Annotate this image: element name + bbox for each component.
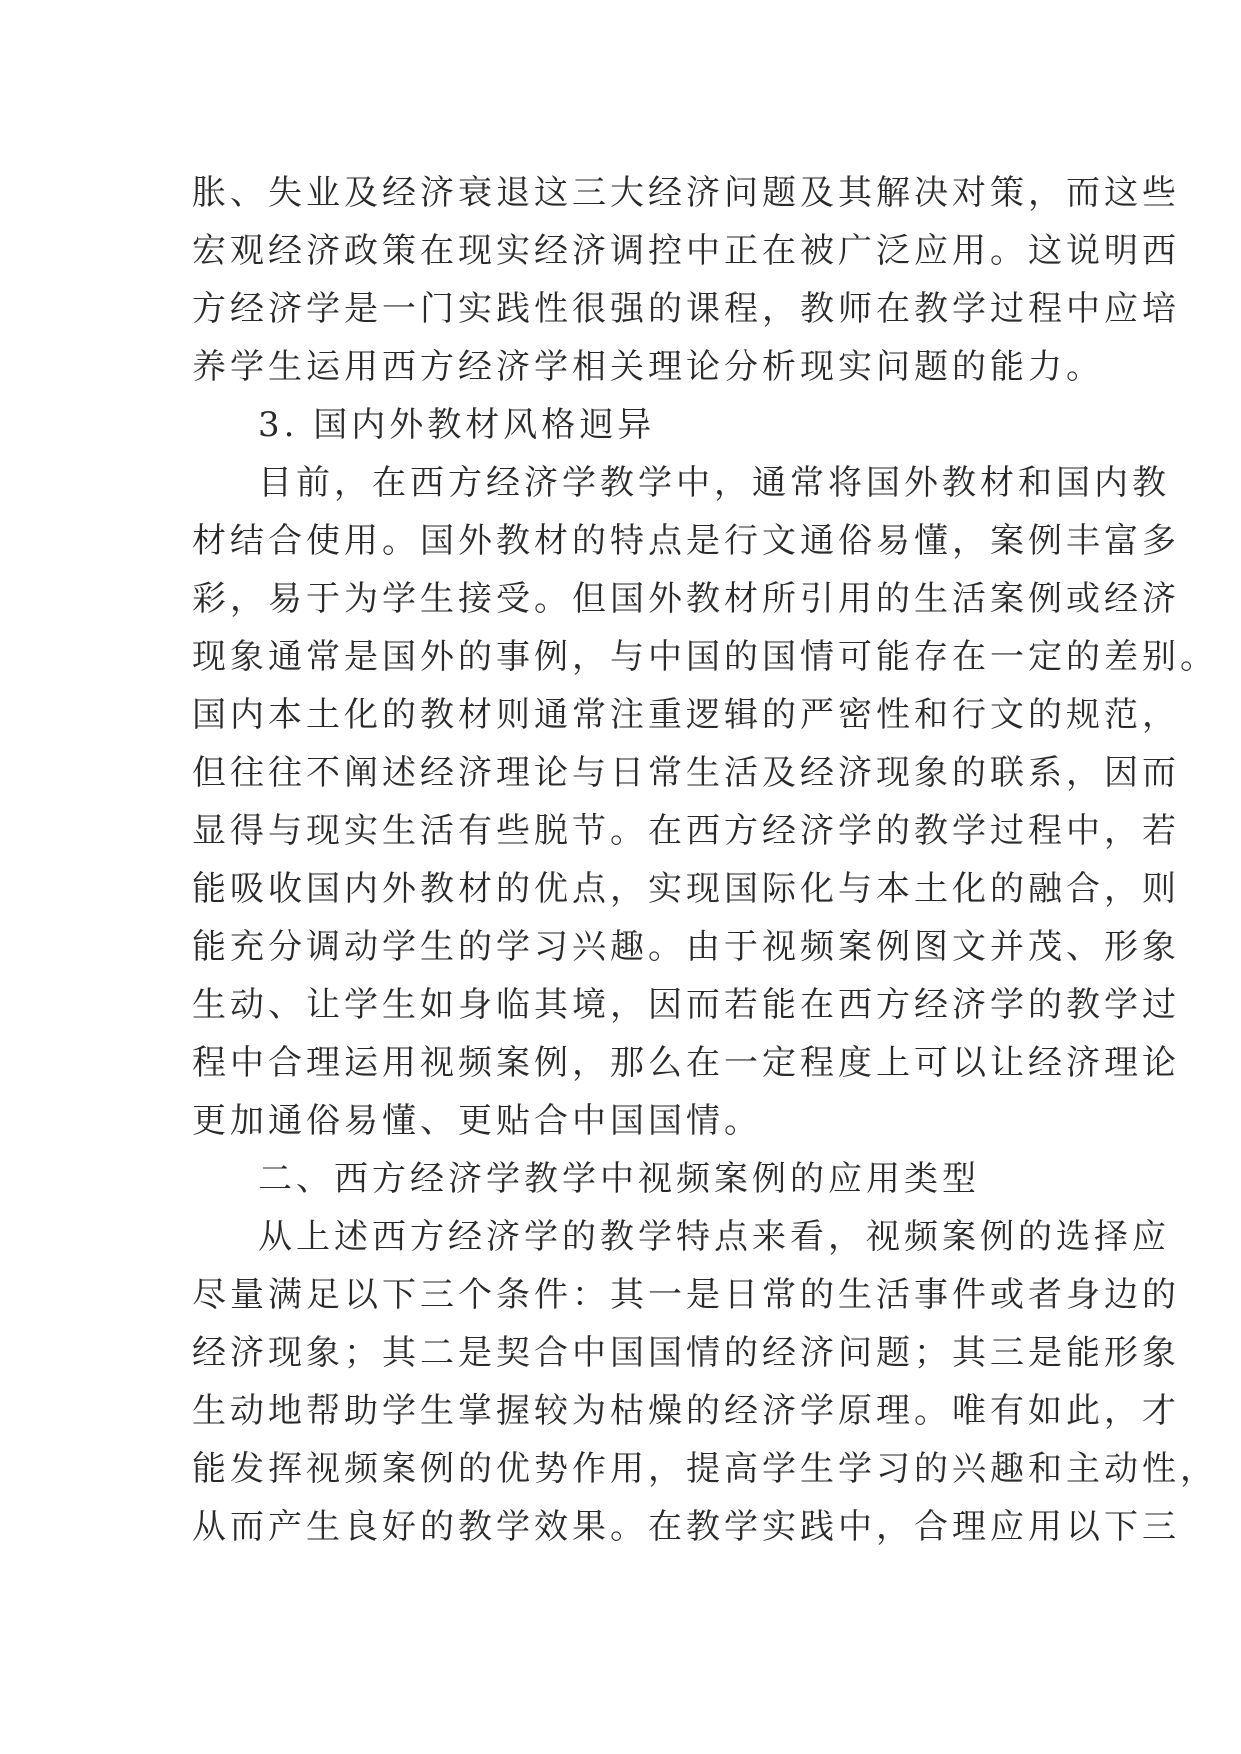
text-line: 经济现象；其二是契合中国国情的经济问题；其三是能形象 bbox=[192, 1333, 1180, 1373]
text-line: 胀、失业及经济衰退这三大经济问题及其解决对策，而这些 bbox=[192, 173, 1180, 213]
text-line: 能吸收国内外教材的优点，实现国际化与本土化的融合，则 bbox=[192, 869, 1180, 909]
text-line: 但往往不阐述经济理论与日常生活及经济现象的联系，因而 bbox=[192, 753, 1180, 793]
text-line: 养学生运用西方经济学相关理论分析现实问题的能力。 bbox=[192, 347, 1104, 387]
section-heading-3: 3. 国内外教材风格迥异 bbox=[258, 405, 656, 445]
text-line: 能发挥视频案例的优势作用，提高学生学习的兴趣和主动性， bbox=[192, 1449, 1218, 1489]
text-line: 国内本土化的教材则通常注重逻辑的严密性和行文的规范， bbox=[192, 695, 1180, 735]
text-line: 彩，易于为学生接受。但国外教材所引用的生活案例或经济 bbox=[192, 579, 1180, 619]
text-line: 显得与现实生活有些脱节。在西方经济学的教学过程中，若 bbox=[192, 811, 1180, 851]
text-line: 生动、让学生如身临其境，因而若能在西方经济学的教学过 bbox=[192, 985, 1180, 1025]
section-heading-2: 二、西方经济学教学中视频案例的应用类型 bbox=[258, 1159, 980, 1199]
text-line: 材结合使用。国外教材的特点是行文通俗易懂，案例丰富多 bbox=[192, 521, 1180, 561]
text-line: 方经济学是一门实践性很强的课程，教师在教学过程中应培 bbox=[192, 289, 1180, 329]
text-line: 尽量满足以下三个条件：其一是日常的生活事件或者身边的 bbox=[192, 1275, 1180, 1315]
text-line: 生动地帮助学生掌握较为枯燥的经济学原理。唯有如此，才 bbox=[192, 1391, 1180, 1431]
text-line: 从上述西方经济学的教学特点来看，视频案例的选择应 bbox=[258, 1217, 1170, 1257]
body-text bbox=[192, 164, 1218, 1556]
text-line: 从而产生良好的教学效果。在教学实践中，合理应用以下三 bbox=[192, 1507, 1180, 1547]
text-line: 现象通常是国外的事例，与中国的国情可能存在一定的差别。 bbox=[192, 637, 1218, 677]
text-line: 目前，在西方经济学教学中，通常将国外教材和国内教 bbox=[258, 463, 1170, 503]
text-line: 程中合理运用视频案例，那么在一定程度上可以让经济理论 bbox=[192, 1043, 1180, 1083]
text-line: 更加通俗易懂、更贴合中国国情。 bbox=[192, 1101, 762, 1141]
text-line: 能充分调动学生的学习兴趣。由于视频案例图文并茂、形象 bbox=[192, 927, 1180, 967]
text-line: 宏观经济政策在现实经济调控中正在被广泛应用。这说明西 bbox=[192, 231, 1180, 271]
